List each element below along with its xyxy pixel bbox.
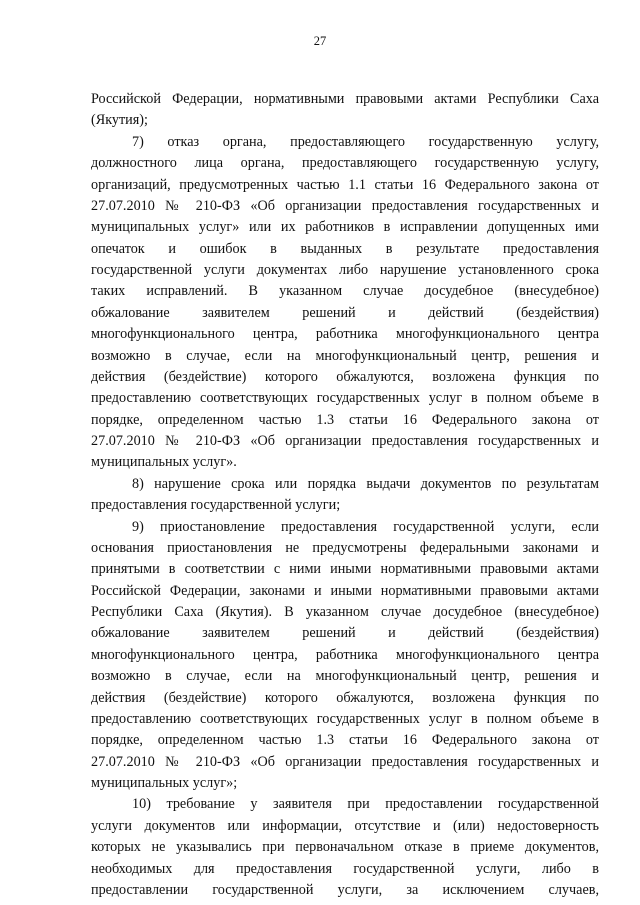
text-line: муниципальных услуг» или их работников в исправлении допущенных ими [91,219,599,236]
text-line: предоставлении государственной услуги, за исключением случаев, [91,881,599,898]
text-line: муниципальных услуг». [91,454,237,471]
text-line: принятыми в соответствии с ними иными нормативными правовыми актами [91,561,599,578]
text-line: основания приостановления не предусмотрены федеральными законами и [91,539,599,556]
text-line: 9) приостановление предоставления государственной услуги, если [132,518,599,535]
text-line: должностного лица органа, предоставляющего государственную услугу, [91,155,599,172]
text-line: порядке, определенном частью 1.3 статьи 16 Федерального закона от [91,732,599,749]
text-line: 27.07.2010 № 210-ФЗ «Об организации предоставления государственных и [91,753,599,770]
text-line: (Якутия); [91,112,148,129]
text-line: возможно в случае, если на многофункциональный центр, решения и [91,668,599,685]
text-line: многофункционального центра, работника многофункционального центра [91,326,599,343]
text-line: организаций, предусмотренных частью 1.1 статьи 16 Федерального закона от [91,176,599,193]
text-line: Республики Саха (Якутия). В указанном случае досудебное (внесудебное) [91,604,599,620]
text-line: порядке, определенном частью 1.3 статьи 16 Федерального закона от [91,411,599,428]
text-line: действия (бездействие) которого обжалуются, возложена функция по [91,689,599,706]
text-line: таких исправлений. В указанном случае досудебное (внесудебное) [91,283,599,300]
text-line: 27.07.2010 № 210-ФЗ «Об организации предоставления государственных и [91,433,599,449]
text-line: муниципальных услуг»; [91,775,238,791]
text-line: предоставлению соответствующих государственных услуг в полном объеме в [91,390,599,407]
text-line: обжалование заявителем решений и действий (бездействия) [91,304,599,321]
text-line: обжалование заявителем решений и действий (бездействия) [91,625,599,642]
text-line: государственной услуги документах либо нарушение установленного срока [91,262,599,278]
text-line: 27.07.2010 № 210-ФЗ «Об организации предоставления государственных и [91,197,599,214]
text-line: которых не указывались при первоначальном отказе в приеме документов, [91,839,599,856]
text-line: 8) нарушение срока или порядка выдачи документов по результатам [132,475,599,492]
document-body [91,89,599,901]
page-number: 27 [313,34,327,48]
text-line: услуги документов или информации, отсутствие и (или) недостоверность [91,817,599,834]
text-line: возможно в случае, если на многофункциональный центр, решения и [91,347,599,364]
text-line: действия (бездействие) которого обжалуются, возложена функция по [91,368,599,385]
text-line: предоставлению соответствующих государственных услуг в полном объеме в [91,710,599,727]
text-line: многофункционального центра, работника многофункционального центра [91,646,599,663]
text-line: Российской Федерации, законами и иными нормативными правовыми актами [91,582,599,599]
text-line: 7) отказ органа, предоставляющего государственную услугу, [132,133,599,150]
text-line: опечаток и ошибок в выданных в результате предоставления [91,240,599,257]
text-line: 10) требование у заявителя при предоставлении государственной [132,796,599,813]
text-line: необходимых для предоставления государственной услуги, либо в [91,860,599,877]
text-line: предоставления государственной услуги; [91,497,341,514]
text-line: Российской Федерации, нормативными правовыми актами Республики Саха [91,91,599,107]
